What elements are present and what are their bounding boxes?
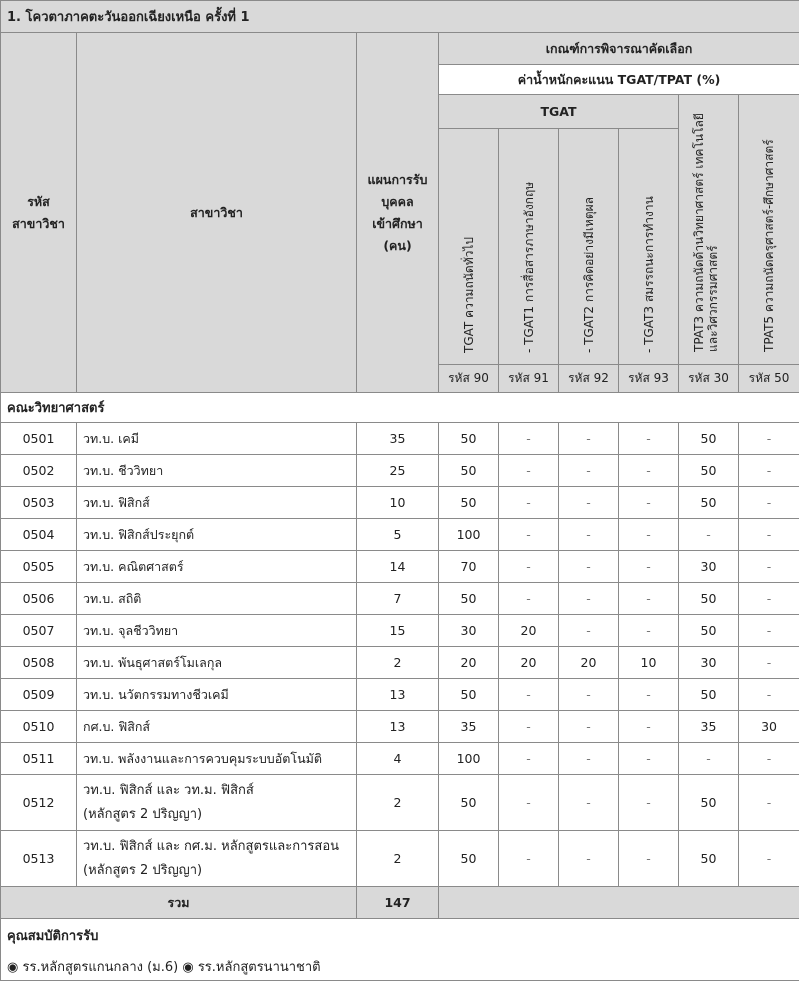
code-90: รหัส 90: [439, 365, 499, 393]
table-row: [1, 583, 799, 615]
row-weight-92: -: [559, 743, 619, 775]
row-weight-90: 100: [439, 743, 499, 775]
row-weight-91: -: [499, 551, 559, 583]
row-weight-30: 50: [679, 679, 739, 711]
row-major-name: วท.บ. ชีววิทยา: [77, 455, 357, 487]
header-col-tgat-label: TGAT ความถนัดทั่วไป: [461, 236, 476, 353]
header-col-tpat3: [679, 95, 739, 365]
row-weight-30: 30: [679, 551, 739, 583]
header-col-tgat1: [499, 129, 559, 365]
table-row: [1, 743, 799, 775]
row-major-name: วท.บ. คณิตศาสตร์: [77, 551, 357, 583]
row-code: 0505: [1, 551, 77, 583]
row-code: 0506: [1, 583, 77, 615]
table-row: [1, 551, 799, 583]
row-major-name: วท.บ. พลังงานและการควบคุมระบบอัตโนมัติ: [77, 743, 357, 775]
table-row: [1, 487, 799, 519]
row-plan: 14: [357, 551, 439, 583]
row-weight-30: -: [679, 743, 739, 775]
row-weight-50: -: [739, 831, 799, 887]
row-weight-90: 30: [439, 615, 499, 647]
row-weight-30: 50: [679, 455, 739, 487]
row-plan: 2: [357, 831, 439, 887]
row-weight-93: -: [619, 679, 679, 711]
row-code: 0508: [1, 647, 77, 679]
row-plan: 25: [357, 455, 439, 487]
table-row: [1, 455, 799, 487]
row-weight-92: -: [559, 423, 619, 455]
code-92: รหัส 92: [559, 365, 619, 393]
row-weight-91: -: [499, 831, 559, 887]
row-plan: 15: [357, 615, 439, 647]
header-major-code: รหัส สาขาวิชา: [1, 33, 77, 393]
row-weight-92: -: [559, 519, 619, 551]
row-plan: 2: [357, 775, 439, 831]
row-weight-30: -: [679, 519, 739, 551]
header-col-tpat5-label: TPAT5 ความถนัดครุศาสตร์-ศึกษาศาสตร์: [762, 139, 777, 352]
row-major-name: วท.บ. ฟิสิกส์ประยุกต์: [77, 519, 357, 551]
row-weight-50: -: [739, 423, 799, 455]
table-title: 1. โควตาภาคตะวันออกเฉียงเหนือ ครั้งที่ 1: [1, 1, 799, 33]
code-30: รหัส 30: [679, 365, 739, 393]
header-col-tgat3-label: - TGAT3 สมรรถนะการทำงาน: [641, 196, 656, 353]
row-weight-50: -: [739, 519, 799, 551]
row-plan: 10: [357, 487, 439, 519]
row-code: 0503: [1, 487, 77, 519]
row-weight-50: 30: [739, 711, 799, 743]
row-weight-93: -: [619, 583, 679, 615]
qualifications-text: ◉ รร.หลักสูตรแกนกลาง (ม.6) ◉ รร.หลักสูตรนานาชาติ: [1, 953, 799, 981]
row-major-name: วท.บ. พันธุศาสตร์โมเลกุล: [77, 647, 357, 679]
row-major-name: กศ.บ. ฟิสิกส์: [77, 711, 357, 743]
row-weight-90: 50: [439, 831, 499, 887]
row-weight-91: -: [499, 455, 559, 487]
row-weight-93: -: [619, 743, 679, 775]
row-weight-92: -: [559, 831, 619, 887]
row-code: 0504: [1, 519, 77, 551]
row-weight-92: -: [559, 679, 619, 711]
table-body: [1, 423, 799, 887]
row-weight-91: 20: [499, 615, 559, 647]
row-weight-90: 50: [439, 487, 499, 519]
row-weight-91: -: [499, 519, 559, 551]
header-col-tpat5: [739, 95, 799, 365]
row-major-name: วท.บ. ฟิสิกส์: [77, 487, 357, 519]
row-weight-93: -: [619, 455, 679, 487]
row-weight-93: -: [619, 615, 679, 647]
row-weight-92: -: [559, 487, 619, 519]
row-weight-30: 30: [679, 647, 739, 679]
row-weight-91: -: [499, 583, 559, 615]
header-major: สาขาวิชา: [77, 33, 357, 393]
row-weight-90: 50: [439, 679, 499, 711]
row-code: 0510: [1, 711, 77, 743]
row-weight-92: -: [559, 711, 619, 743]
table-row: [1, 831, 799, 887]
row-weight-93: -: [619, 711, 679, 743]
row-weight-50: -: [739, 583, 799, 615]
header-col-tgat3: [619, 129, 679, 365]
row-code: 0502: [1, 455, 77, 487]
row-weight-91: -: [499, 487, 559, 519]
row-major-name: วท.บ. นวัตกรรมทางชีวเคมี: [77, 679, 357, 711]
table-row: [1, 711, 799, 743]
row-plan: 13: [357, 711, 439, 743]
row-weight-90: 50: [439, 583, 499, 615]
row-weight-50: -: [739, 775, 799, 831]
row-code: 0509: [1, 679, 77, 711]
header-tgat-group: TGAT: [439, 95, 679, 129]
row-weight-93: -: [619, 831, 679, 887]
row-weight-92: -: [559, 583, 619, 615]
row-plan: 35: [357, 423, 439, 455]
row-weight-93: -: [619, 519, 679, 551]
row-weight-90: 20: [439, 647, 499, 679]
row-weight-50: -: [739, 679, 799, 711]
row-weight-50: -: [739, 455, 799, 487]
faculty-heading: คณะวิทยาศาสตร์: [1, 393, 799, 423]
row-weight-93: -: [619, 551, 679, 583]
row-code: 0513: [1, 831, 77, 887]
total-label: รวม: [1, 887, 357, 919]
row-weight-91: -: [499, 679, 559, 711]
row-weight-90: 50: [439, 775, 499, 831]
table-row: [1, 615, 799, 647]
row-plan: 13: [357, 679, 439, 711]
row-weight-93: -: [619, 423, 679, 455]
row-weight-93: -: [619, 487, 679, 519]
row-plan: 2: [357, 647, 439, 679]
row-weight-50: -: [739, 615, 799, 647]
row-weight-90: 100: [439, 519, 499, 551]
code-93: รหัส 93: [619, 365, 679, 393]
row-weight-91: -: [499, 743, 559, 775]
row-weight-30: 35: [679, 711, 739, 743]
row-plan: 7: [357, 583, 439, 615]
row-weight-93: -: [619, 775, 679, 831]
row-weight-50: -: [739, 647, 799, 679]
row-weight-50: -: [739, 743, 799, 775]
row-weight-91: 20: [499, 647, 559, 679]
row-weight-92: -: [559, 455, 619, 487]
row-weight-90: 35: [439, 711, 499, 743]
row-code: 0501: [1, 423, 77, 455]
row-weight-91: -: [499, 711, 559, 743]
table-row: [1, 423, 799, 455]
row-weight-30: 50: [679, 487, 739, 519]
row-major-name: วท.บ. สถิติ: [77, 583, 357, 615]
row-weight-93: 10: [619, 647, 679, 679]
header-col-tpat3-label: TPAT3 ความถนัดด้านวิทยาศาสตร์ เทคโนโลยี และวิศวกรรมศาสตร์: [691, 113, 720, 352]
row-weight-30: 50: [679, 615, 739, 647]
total-value: 147: [357, 887, 439, 919]
row-weight-90: 70: [439, 551, 499, 583]
header-weight: ค่าน้ำหนักคะแนน TGAT/TPAT (%): [439, 65, 799, 95]
row-weight-91: -: [499, 423, 559, 455]
row-weight-90: 50: [439, 423, 499, 455]
row-weight-30: 50: [679, 831, 739, 887]
header-col-tgat1-label: - TGAT1 การสื่อสารภาษาอังกฤษ: [521, 181, 536, 353]
row-code: 0512: [1, 775, 77, 831]
row-weight-50: -: [739, 487, 799, 519]
row-weight-92: 20: [559, 647, 619, 679]
row-weight-92: -: [559, 775, 619, 831]
row-plan: 4: [357, 743, 439, 775]
row-weight-30: 50: [679, 583, 739, 615]
row-major-name: วท.บ. เคมี: [77, 423, 357, 455]
row-weight-30: 50: [679, 775, 739, 831]
row-major-name: วท.บ. จุลชีววิทยา: [77, 615, 357, 647]
row-weight-92: -: [559, 551, 619, 583]
total-filler: [439, 887, 799, 919]
table-row: [1, 519, 799, 551]
header-criteria: เกณฑ์การพิจารณาคัดเลือก: [439, 33, 799, 65]
header-plan: แผนการรับ บุคคล เข้าศึกษา (คน): [357, 33, 439, 393]
header-col-tgat: [439, 129, 499, 365]
table-row: [1, 647, 799, 679]
row-plan: 5: [357, 519, 439, 551]
row-weight-92: -: [559, 615, 619, 647]
table-row: [1, 775, 799, 831]
code-91: รหัส 91: [499, 365, 559, 393]
row-weight-50: -: [739, 551, 799, 583]
header-col-tgat2: [559, 129, 619, 365]
qualifications-title: คุณสมบัติการรับ: [1, 919, 799, 953]
code-50: รหัส 50: [739, 365, 799, 393]
row-code: 0507: [1, 615, 77, 647]
row-weight-30: 50: [679, 423, 739, 455]
row-weight-90: 50: [439, 455, 499, 487]
header-col-tgat2-label: - TGAT2 การคิดอย่างมีเหตุผล: [581, 196, 596, 353]
table-row: [1, 679, 799, 711]
row-weight-91: -: [499, 775, 559, 831]
row-code: 0511: [1, 743, 77, 775]
row-major-name: วท.บ. ฟิสิกส์ และ กศ.ม. หลักสูตรและการสอน (หลักสูตร 2 ปริญญา): [77, 831, 357, 887]
row-major-name: วท.บ. ฟิสิกส์ และ วท.ม. ฟิสิกส์ (หลักสูตร 2 ปริญญา): [77, 775, 357, 831]
